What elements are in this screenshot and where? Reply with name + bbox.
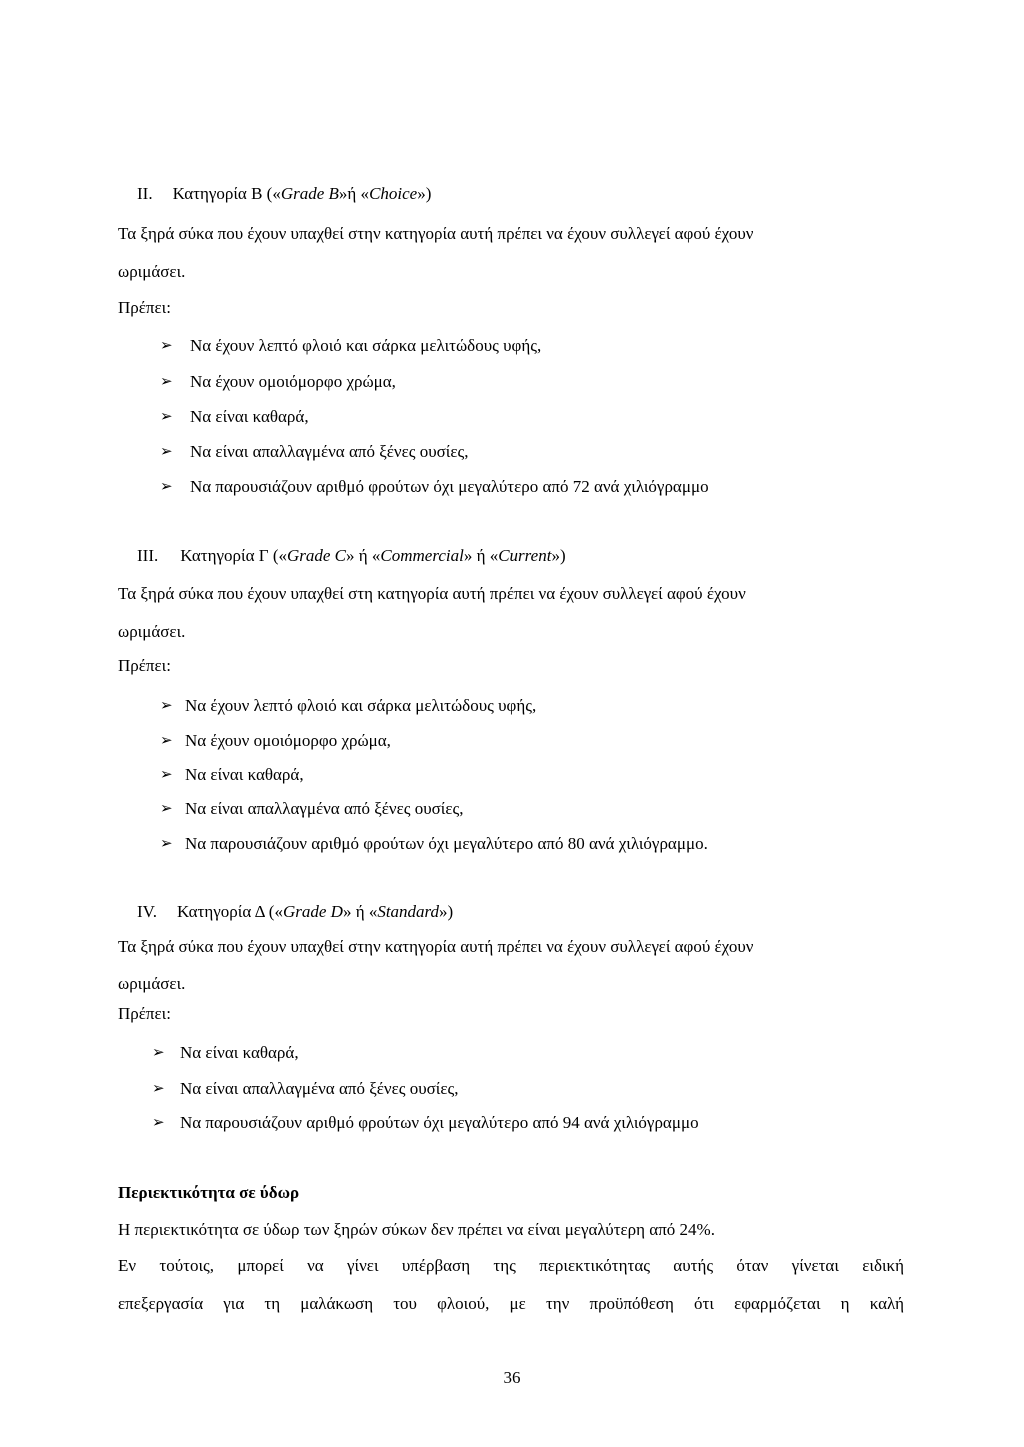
section-ii-heading: II. Κατηγορία Β («Grade B»ή «Choice») [137,184,432,203]
section-ii-must-label: Πρέπει: [118,298,171,317]
page-number: 36 [503,1368,521,1387]
bullet-arrow-icon: ➢ [160,801,173,817]
section-ii-bullet: Να είναι απαλλαγμένα από ξένες ουσίες, [190,442,469,461]
bullet-arrow-icon: ➢ [160,479,173,495]
section-iii-number: III. [137,546,159,565]
section-ii-bullet: Να έχουν ομοιόμορφο χρώμα, [190,372,396,391]
section-iii-bullet: Να έχουν λεπτό φλοιό και σάρκα μελιτώδους υφής, [185,696,537,715]
section-ii-paragraph-line2: ωριμάσει. [118,262,186,281]
section-ii-bullet: Να παρουσιάζουν αριθμό φρούτων όχι μεγαλύτερο από 72 ανά χιλιόγραμμο [190,477,709,496]
section-iv-paragraph-line2: ωριμάσει. [118,974,186,993]
section-ii-bullet: Να έχουν λεπτό φλοιό και σάρκα μελιτώδους υφής, [190,336,542,355]
section-iv-bullet: Να παρουσιάζουν αριθμό φρούτων όχι μεγαλύτερο από 94 ανά χιλιόγραμμο [180,1113,699,1132]
bullet-arrow-icon: ➢ [160,733,173,749]
moisture-paragraph-line2: Εν τούτοις, μπορεί να γίνει υπέρβαση της περιεκτικότητας αυτής όταν γίνεται ειδική [118,1256,904,1275]
section-iv-bullet: Να είναι απαλλαγμένα από ξένες ουσίες, [180,1079,459,1098]
bullet-arrow-icon: ➢ [160,836,173,852]
moisture-heading: Περιεκτικότητα σε ύδωρ [118,1183,300,1202]
section-iii-bullet: Να είναι καθαρά, [185,765,304,784]
section-ii-bullet: Να είναι καθαρά, [190,407,309,426]
section-iii-bullet: Να έχουν ομοιόμορφο χρώμα, [185,731,391,750]
bullet-arrow-icon: ➢ [160,338,173,354]
section-iii-must-label: Πρέπει: [118,656,171,675]
section-iv-bullet: Να είναι καθαρά, [180,1043,299,1062]
section-iii-paragraph-line2: ωριμάσει. [118,622,186,641]
section-iv-must-label: Πρέπει: [118,1004,171,1023]
section-iii-bullet: Να είναι απαλλαγμένα από ξένες ουσίες, [185,799,464,818]
section-iii-paragraph-line1: Τα ξηρά σύκα που έχουν υπαχθεί στη κατηγορία αυτή πρέπει να έχουν συλλεγεί αφού έχουν [118,584,746,603]
section-iv-number: IV. [137,902,157,921]
section-iv-heading: IV. Κατηγορία Δ («Grade D» ή «Standard») [137,902,454,921]
section-iii-heading: III. Κατηγορία Γ («Grade C» ή «Commercial» ή «Current») [137,546,566,565]
bullet-arrow-icon: ➢ [160,409,173,425]
bullet-arrow-icon: ➢ [152,1045,165,1061]
bullet-arrow-icon: ➢ [160,698,173,714]
bullet-arrow-icon: ➢ [160,767,173,783]
bullet-arrow-icon: ➢ [160,444,173,460]
section-iv-paragraph-line1: Τα ξηρά σύκα που έχουν υπαχθεί στην κατηγορία αυτή πρέπει να έχουν συλλεγεί αφού έχουν [118,937,754,956]
moisture-paragraph-line1: Η περιεκτικότητα σε ύδωρ των ξηρών σύκων δεν πρέπει να είναι μεγαλύτερη από 24%. [118,1220,715,1239]
section-ii-number: II. [137,184,153,203]
bullet-arrow-icon: ➢ [160,374,173,390]
section-ii-paragraph-line1: Τα ξηρά σύκα που έχουν υπαχθεί στην κατηγορία αυτή πρέπει να έχουν συλλεγεί αφού έχουν [118,224,754,243]
bullet-arrow-icon: ➢ [152,1081,165,1097]
moisture-paragraph-line3: επεξεργασία για τη μαλάκωση του φλοιού, με την προϋπόθεση ότι εφαρμόζεται η καλή [118,1294,904,1313]
bullet-arrow-icon: ➢ [152,1115,165,1131]
section-iii-bullet: Να παρουσιάζουν αριθμό φρούτων όχι μεγαλύτερο από 80 ανά χιλιόγραμμο. [185,834,708,853]
